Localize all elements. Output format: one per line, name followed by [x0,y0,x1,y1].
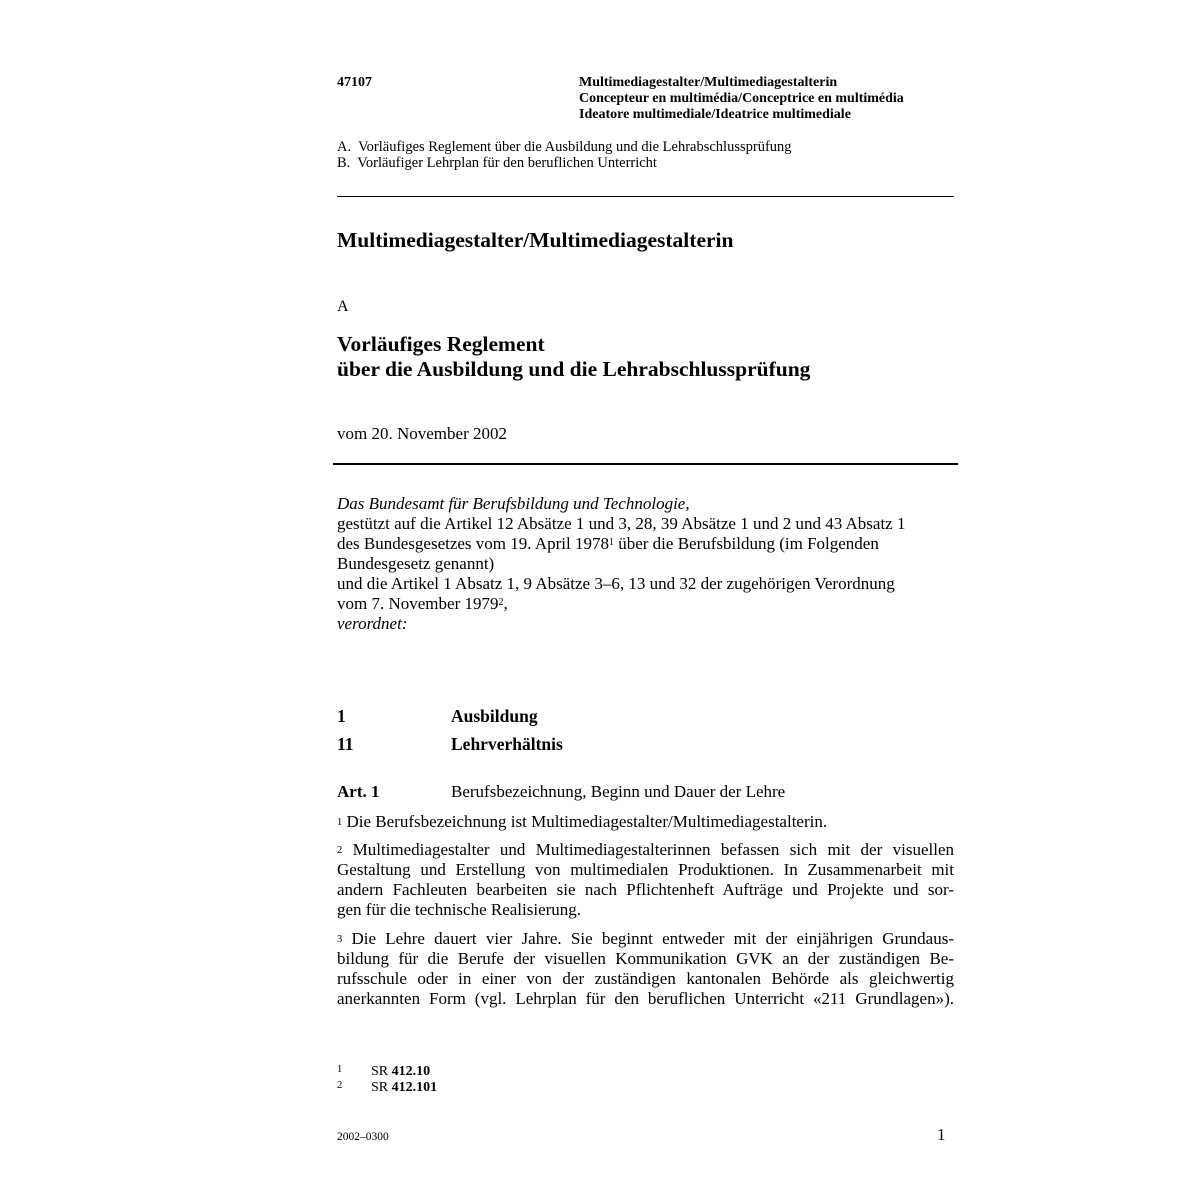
article-number: Art. 1 [337,782,380,801]
paragraph-number: 2 [337,845,343,856]
paragraph-line: gen für die technische Realisierung. [337,900,582,919]
section-number: 11 [337,734,354,754]
preamble-line-5-rest: , [503,594,508,613]
preamble-line-2-text: des Bundesgesetzes vom 19. April 1978 [337,534,609,553]
header-title-it: Ideatore multimediale/Ideatrice multimediale [579,107,851,122]
footnote-sr-number: 412.101 [391,1080,438,1095]
regulation-title-line-1: Vorläufiges Reglement [337,332,545,356]
paragraph-line: rufsschule oder in einer von der zuständigen kantonalen Behörde als gleichwertig [337,969,954,988]
header-divider [337,196,954,197]
footnote-prefix: SR [371,1080,389,1095]
preamble-line-2-rest: über die Berufsbildung (im Folgenden [613,534,879,553]
regulation-title-line-2: über die Ausbildung und die Lehrabschlussprüfung [337,357,811,381]
preamble-line-2 [337,534,957,554]
part-letter: A [337,298,349,315]
paragraph-number: 3 [337,934,343,945]
contents-list [337,139,792,171]
footnote-number: 1 [337,1064,343,1075]
article-title: Berufsbezeichnung, Beginn und Dauer der Lehre [451,782,786,801]
paragraph-text: Multimediagestalter und Multimediagestalterinnen befassen sich mit der visuellen [352,840,954,859]
preamble-decree: verordnet: [337,614,408,633]
document-code: 2002–0300 [337,1131,389,1143]
footnote-reference [371,1080,437,1096]
preamble-line-4: und die Artikel 1 Absatz 1, 9 Absätze 3–6, 13 und 32 der zugehörigen Verordnung [337,574,895,593]
paragraph-line [337,929,954,949]
paragraph-line: Gestaltung und Erstellung von multimedialen Produktionen. In Zusammenarbeit mit [337,860,954,879]
footnote-sr-number: 412.10 [391,1064,431,1079]
paragraph-line [337,812,954,832]
preamble-issuer: Das Bundesamt für Berufsbildung und Technologie, [337,494,690,513]
contents-item-a: A. Vorläufiges Reglement über die Ausbildung und die Lehrabschlussprüfung [337,139,792,155]
paragraph-text: Die Berufsbezeichnung ist Multimediagestalter/Multimediagestalterin. [346,812,828,831]
paragraph-line: andern Fachleuten bearbeiten sie nach Pflichtenheft Aufträge und Projekte und sor- [337,880,954,899]
main-title: Multimediagestalter/Multimediagestalterin [337,228,734,252]
paragraph-line: bildung für die Berufe der visuellen Kommunikation GVK an der zuständigen Be- [337,949,954,968]
footnote-prefix: SR [371,1064,389,1079]
footnote-reference [371,1064,430,1080]
header-title-de: Multimediagestalter/Multimediagestalterin [579,75,838,90]
preamble-line-5 [337,594,957,614]
article-paragraph-2 [337,840,954,920]
contents-item-b: B. Vorläufiger Lehrplan für den beruflichen Unterricht [337,155,657,171]
header-title-fr: Concepteur en multimédia/Conceptrice en multimédia [579,91,904,106]
footnote-number: 2 [337,1080,343,1091]
article-paragraph-3 [337,929,954,1009]
regulation-date: vom 20. November 2002 [337,424,507,443]
header-titles [579,75,904,123]
title-divider [333,463,958,465]
page-number: 1 [937,1125,946,1144]
preamble-line-5-text: vom 7. November 1979 [337,594,499,613]
footnote-ref-2: 2 [498,597,504,608]
section-title: Ausbildung [451,706,538,726]
regulation-title [337,332,810,382]
article-paragraph-1 [337,812,954,832]
paragraph-text: Die Lehre dauert vier Jahre. Sie beginnt entweder mit der einjährigen Grundaus- [351,929,954,948]
section-title: Lehrverhältnis [451,734,563,754]
paragraph-number: 1 [337,817,343,828]
paragraph-line: anerkannten Form (vgl. Lehrplan für den beruflichen Unterricht «211 Grundlagen»). [337,989,954,1008]
footnote-ref-1: 1 [608,537,614,548]
preamble-line-3: Bundesgesetz genannt) [337,554,495,573]
preamble-line-1: gestützt auf die Artikel 12 Absätze 1 und 3, 28, 39 Absätze 1 und 2 und 43 Absatz 1 [337,514,906,533]
document-number: 47107 [337,75,372,90]
preamble [337,494,957,634]
section-number: 1 [337,706,346,726]
paragraph-line [337,840,954,860]
